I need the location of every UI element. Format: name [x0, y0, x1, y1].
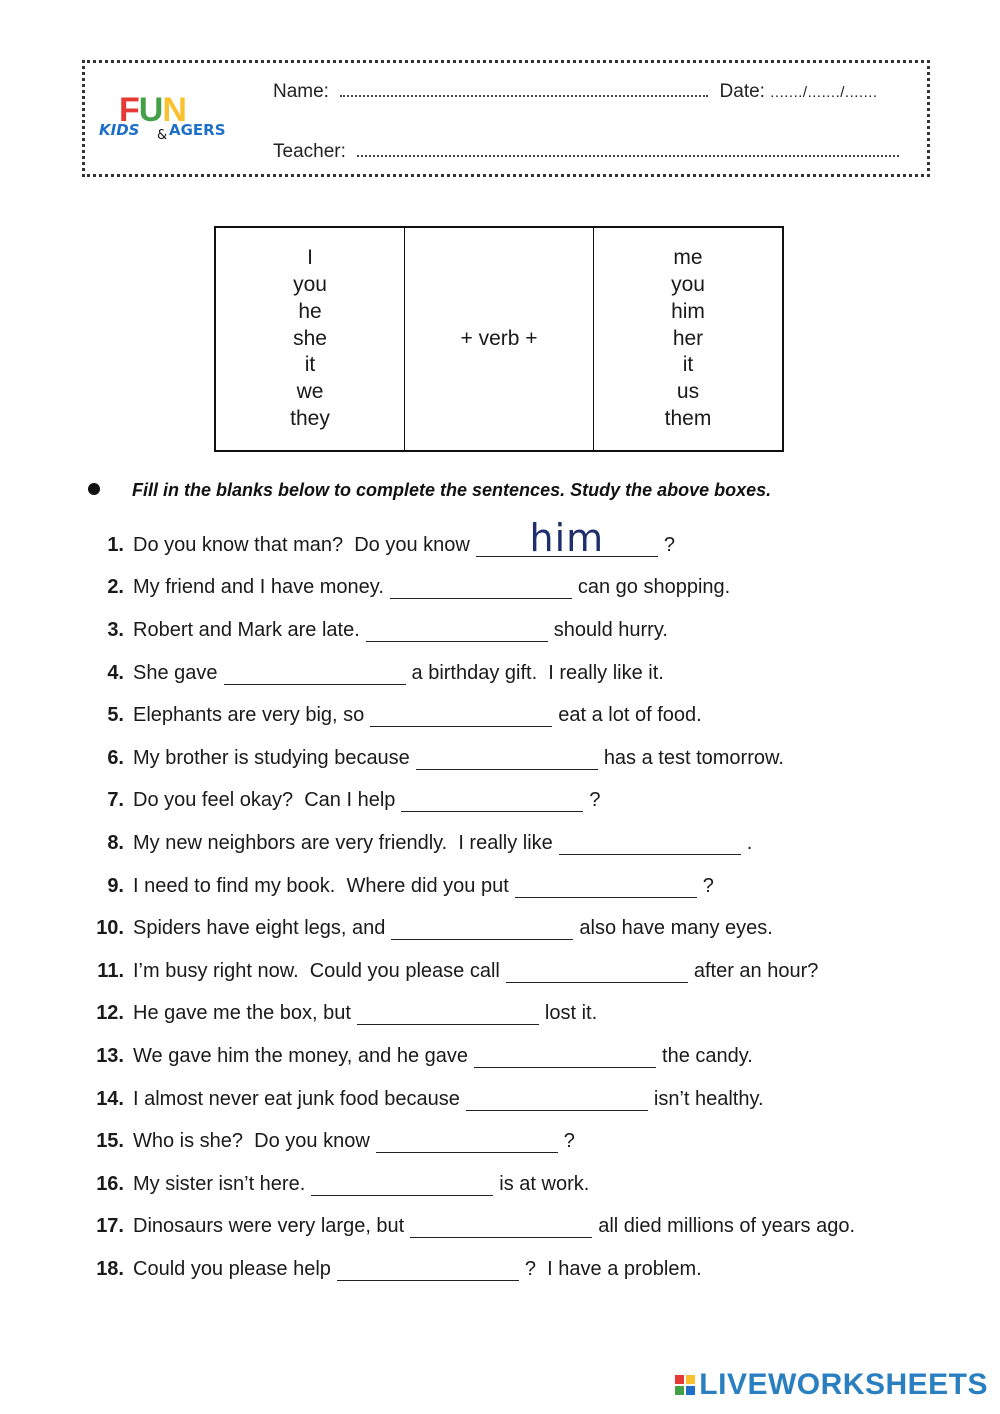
object-pronoun-7: them — [664, 406, 712, 430]
exercise-number: 5. — [107, 704, 124, 727]
subject-pronoun-4: she — [293, 326, 327, 350]
answer-blank[interactable] — [224, 662, 406, 685]
exercise-text-after: ? — [589, 789, 601, 812]
answer-blank[interactable] — [370, 704, 552, 727]
exercise-text-before: Elephants are very big, so — [133, 704, 365, 727]
exercise-item — [82, 694, 962, 737]
teacher-label: Teacher: — [273, 141, 346, 162]
exercise-text-before: Do you know that man? Do you know — [133, 533, 470, 556]
object-pronoun-3: him — [671, 299, 705, 323]
liveworksheets-brand — [675, 1368, 988, 1402]
exercise-item — [82, 609, 962, 652]
exercise-number: 16. — [96, 1172, 124, 1195]
exercise-number: 14. — [96, 1087, 124, 1110]
exercise-item — [82, 567, 962, 610]
exercise-number: 6. — [107, 746, 124, 769]
answer-blank[interactable] — [515, 875, 697, 898]
exercise-text-before: I’m busy right now. Could you please call — [133, 959, 500, 982]
exercise-number: 8. — [107, 831, 124, 854]
exercise-item — [82, 1163, 962, 1206]
date-label: Date: — [719, 81, 765, 102]
header-box — [82, 60, 930, 177]
exercise-text-before: I almost never eat junk food because — [133, 1087, 460, 1110]
exercise-text-before: Robert and Mark are late. — [133, 618, 360, 641]
name-field[interactable] — [340, 81, 708, 97]
subject-pronoun-5: it — [304, 353, 316, 377]
exercise-text-after: also have many eyes. — [579, 917, 773, 940]
subject-pronouns-column — [216, 228, 404, 450]
teacher-field[interactable] — [357, 141, 899, 157]
exercise-text-after: the candy. — [662, 1044, 753, 1067]
exercise-text-before: My sister isn’t here. — [133, 1172, 306, 1195]
pronoun-table — [214, 226, 784, 452]
exercise-list — [82, 515, 962, 1291]
brand-text: LIVEWORKSHEETS — [699, 1368, 988, 1401]
object-pronoun-4: her — [672, 326, 704, 350]
exercise-number: 3. — [107, 618, 124, 641]
instruction — [88, 480, 771, 501]
exercise-item — [82, 907, 962, 950]
answer-blank[interactable] — [391, 917, 573, 940]
object-pronoun-2: you — [671, 273, 705, 296]
subject-pronoun-1: I — [307, 246, 313, 270]
object-pronoun-6: us — [676, 380, 700, 404]
exercise-item — [82, 780, 962, 823]
exercise-text-before: Who is she? Do you know — [133, 1130, 370, 1153]
exercise-text-after: has a test tomorrow. — [603, 746, 784, 769]
bullet-icon — [88, 483, 100, 495]
exercise-text-after: can go shopping. — [577, 576, 731, 599]
exercise-number: 10. — [96, 917, 124, 940]
answer-text: him — [529, 515, 605, 560]
object-pronouns-column — [593, 228, 782, 450]
exercise-item — [82, 1078, 962, 1121]
exercise-text-after: eat a lot of food. — [558, 704, 702, 727]
verb-column — [404, 228, 593, 450]
exercise-number: 17. — [96, 1215, 124, 1238]
answer-blank[interactable] — [366, 619, 548, 642]
exercise-text-before: Dinosaurs were very large, but — [133, 1215, 405, 1238]
svg-text:AGERS: AGERS — [169, 121, 226, 139]
exercise-number: 9. — [107, 874, 124, 897]
exercise-item — [82, 1248, 962, 1291]
exercise-text-after: . — [746, 831, 753, 854]
exercise-number: 1. — [107, 533, 124, 556]
answer-blank[interactable] — [401, 789, 583, 812]
answer-blank[interactable] — [506, 960, 688, 983]
exercise-number: 7. — [107, 789, 124, 812]
subject-pronoun-6: we — [296, 380, 324, 404]
subject-pronoun-2: you — [293, 273, 327, 296]
exercise-item — [82, 822, 962, 865]
exercise-text-before: I need to find my book. Where did you put — [133, 874, 509, 897]
exercise-item — [82, 1035, 962, 1078]
exercise-item — [82, 1206, 962, 1249]
exercise-item — [82, 993, 962, 1036]
exercise-number: 13. — [96, 1044, 124, 1067]
answer-blank[interactable] — [559, 832, 741, 855]
exercise-text-before: He gave me the box, but — [133, 1002, 351, 1025]
answer-blank[interactable] — [476, 515, 658, 560]
exercise-number: 11. — [97, 959, 124, 982]
instruction-text: Fill in the blanks below to complete the sentences. Study the above boxes. — [132, 480, 772, 500]
exercise-text-after: lost it. — [544, 1002, 598, 1025]
exercise-number: 18. — [96, 1257, 124, 1280]
exercise-text-before: We gave him the money, and he gave — [133, 1044, 469, 1067]
date-field[interactable]: ......./......./....... — [770, 84, 878, 101]
exercise-text-after: should hurry. — [553, 618, 668, 641]
answer-blank[interactable] — [474, 1045, 656, 1068]
exercise-text-before: Spiders have eight legs, and — [133, 917, 386, 940]
svg-text:FUN: FUN — [119, 91, 186, 129]
exercise-text-before: My new neighbors are very friendly. I really like — [133, 831, 553, 854]
exercise-text-after: all died millions of years ago. — [598, 1215, 856, 1238]
exercise-item — [82, 652, 962, 695]
exercise-text-after: ? — [663, 533, 675, 556]
exercise-text-after: a birthday gift. I really like it. — [411, 661, 664, 684]
liveworksheets-logo-icon — [675, 1375, 695, 1395]
fun-kids-agers-logo — [97, 85, 257, 145]
name-label: Name: — [273, 81, 329, 102]
exercise-item — [82, 737, 962, 780]
exercise-text-after: isn’t healthy. — [653, 1087, 764, 1110]
answer-blank[interactable] — [311, 1173, 493, 1196]
exercise-number: 15. — [96, 1130, 124, 1153]
answer-blank[interactable] — [466, 1088, 648, 1111]
teacher-row — [273, 141, 899, 163]
answer-blank[interactable] — [376, 1130, 558, 1153]
exercise-text-after: ? I have a problem. — [524, 1257, 702, 1280]
answer-blank[interactable] — [337, 1258, 519, 1281]
svg-text:&: & — [157, 128, 168, 143]
answer-blank[interactable] — [357, 1002, 539, 1025]
exercise-item — [82, 865, 962, 908]
exercise-text-before: My brother is studying because — [133, 746, 410, 769]
object-pronoun-5: it — [682, 353, 694, 377]
exercise-number: 4. — [107, 661, 124, 684]
answer-blank[interactable] — [410, 1215, 592, 1238]
exercise-text-after: ? — [563, 1130, 575, 1153]
subject-pronoun-3: he — [298, 299, 322, 323]
exercise-item — [82, 1120, 962, 1163]
verb-label: + verb + — [460, 326, 538, 350]
answer-blank[interactable] — [390, 576, 572, 599]
exercise-number: 12. — [96, 1002, 124, 1025]
object-pronoun-1: me — [673, 246, 703, 270]
svg-text:KIDS: KIDS — [99, 121, 140, 139]
exercise-item — [82, 515, 962, 567]
exercise-text-after: is at work. — [499, 1172, 590, 1195]
name-date-row — [273, 81, 878, 103]
exercise-text-before: She gave — [133, 661, 218, 684]
exercise-text-before: My friend and I have money. — [133, 576, 384, 599]
exercise-text-after: after an hour? — [693, 959, 819, 982]
exercise-item — [82, 950, 962, 993]
exercise-text-before: Do you feel okay? Can I help — [133, 789, 396, 812]
exercise-text-before: Could you please help — [133, 1257, 331, 1280]
exercise-number: 2. — [107, 576, 124, 599]
answer-blank[interactable] — [416, 747, 598, 770]
subject-pronoun-7: they — [290, 406, 330, 430]
exercise-text-after: ? — [702, 874, 714, 897]
